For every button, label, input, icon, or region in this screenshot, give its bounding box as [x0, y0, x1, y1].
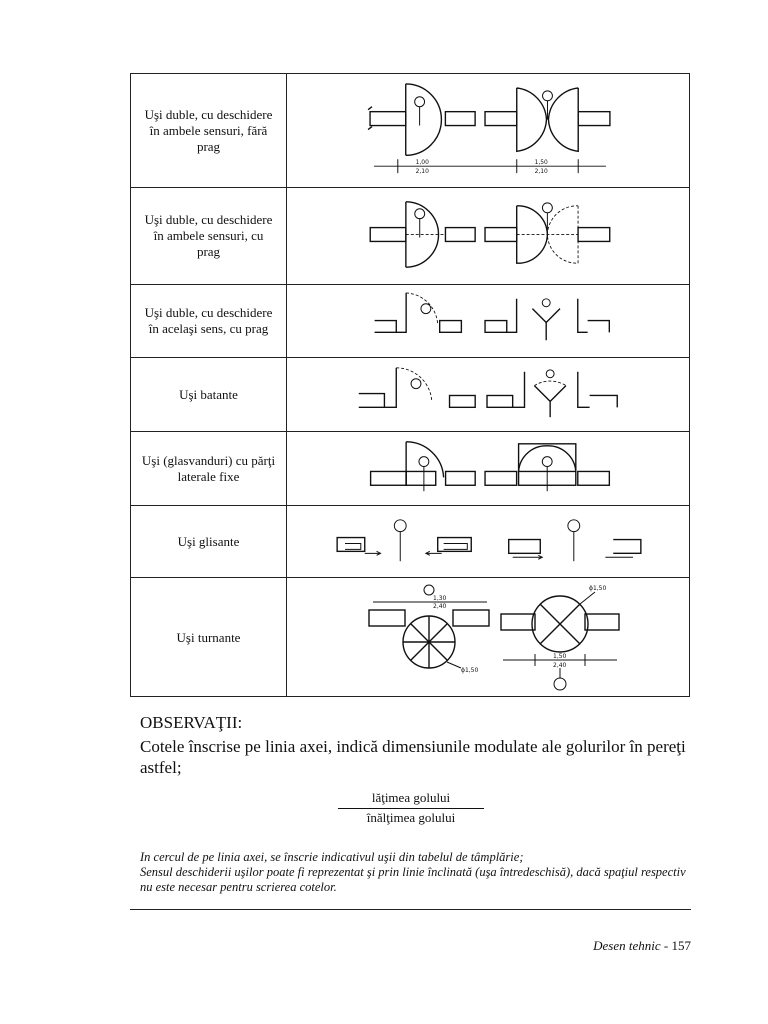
fraction-denominator: înălţimea golului [366, 810, 456, 825]
note-2: Sensul deschiderii uşilor poate fi reprezentat şi prin linie înclinată (uşa întredeschisă), dacă spaţiul respectiv nu este necesar pentru scrierea cotelor. [140, 865, 686, 894]
swing-door-drawing [287, 358, 690, 431]
row-label: Uşi duble, cu deschidere în ambele sensuri, fără prag [144, 106, 273, 154]
note-1: In cercul de pe linia axei, se înscrie indicativul uşii din tabelul de tâmplărie; [140, 850, 524, 864]
row-label: Uşi (glasvanduri) cu părţi laterale fixe [141, 452, 276, 484]
double-door-same-way-threshold-drawing [287, 285, 690, 357]
row-label: Uşi glisante [177, 533, 240, 549]
dimension-fraction [338, 790, 484, 826]
glazed-door-fixed-sides-drawing [287, 432, 690, 505]
dim-right-height: 2,10 [534, 168, 548, 176]
dim-left-height: 2,40 [433, 603, 447, 610]
table-row [131, 285, 689, 358]
double-door-both-ways-no-threshold-drawing [287, 74, 690, 187]
row-label: Uşi duble, cu deschidere în acelaşi sens, cu prag [144, 305, 273, 336]
observations-text: Cotele înscrise pe linia axei, indică dimensiunile modulate ale golurilor în pereţi astfel; [140, 737, 686, 777]
dim-right-width: 1,50 [553, 653, 567, 660]
footer-title: Desen tehnic [593, 938, 661, 953]
sliding-door-drawing [287, 506, 690, 577]
dim-right-width: 1,50 [534, 159, 548, 167]
row-label: Uşi duble, cu deschidere în ambele sensuri, cu prag [144, 212, 273, 259]
observations-title: OBSERVAŢII: [140, 713, 243, 732]
table-row [131, 578, 689, 698]
row-label: Uşi batante [179, 386, 238, 402]
dim-left-height: 2,10 [415, 168, 429, 176]
revolving-door-drawing [287, 578, 690, 698]
dim-left-diameter: ϕ1,50 [461, 667, 479, 674]
dim-left-width: 1,00 [415, 159, 429, 167]
door-symbols-table [130, 73, 690, 697]
fraction-numerator: lăţimea golului [338, 790, 484, 809]
dim-right-diameter: ϕ1,50 [589, 585, 607, 592]
double-door-both-ways-threshold-drawing [287, 188, 690, 284]
dim-left-width: 1,30 [433, 595, 447, 602]
page-number: 157 [671, 938, 691, 953]
page-footer [593, 938, 691, 954]
table-row [131, 188, 689, 285]
notes [140, 850, 700, 895]
table-row [131, 432, 689, 506]
table-row [131, 74, 689, 188]
bottom-rule [130, 909, 691, 910]
row-label: Uşi turnante [176, 630, 241, 645]
dim-right-height: 2,40 [553, 662, 567, 669]
table-row [131, 358, 689, 432]
footer-separator: - [660, 938, 672, 953]
table-row [131, 506, 689, 578]
